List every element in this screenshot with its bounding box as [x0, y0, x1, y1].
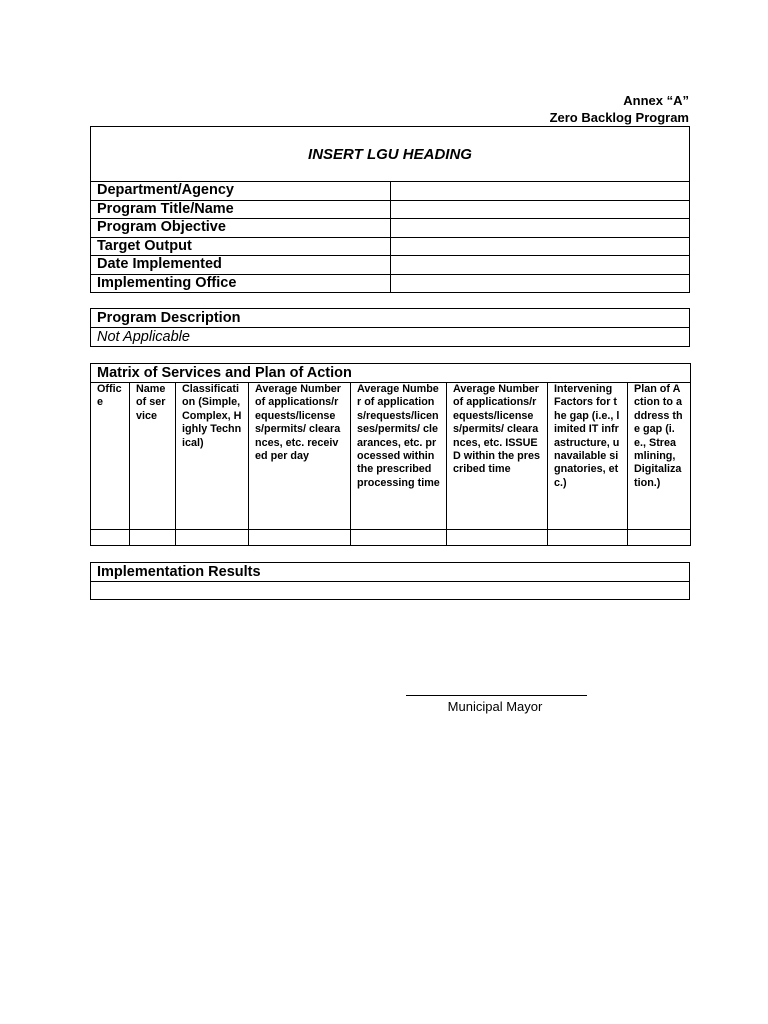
implementation-results-table	[90, 562, 690, 600]
info-row	[91, 237, 690, 256]
info-value	[390, 256, 690, 275]
info-row	[91, 182, 690, 201]
info-row	[91, 200, 690, 219]
info-value	[390, 274, 690, 293]
signature-label: Municipal Mayor	[447, 699, 543, 714]
matrix-cell	[447, 530, 548, 546]
column-header-service: Name of service	[130, 383, 176, 530]
description-value: Not Applicable	[91, 328, 690, 347]
info-row	[91, 274, 690, 293]
info-value	[390, 237, 690, 256]
matrix-cell	[176, 530, 249, 546]
info-value	[390, 182, 690, 201]
matrix-header-row	[91, 383, 691, 530]
matrix-title: Matrix of Services and Plan of Action	[91, 364, 691, 383]
info-label: Implementing Office	[91, 274, 391, 293]
annex-header	[550, 92, 689, 126]
matrix-cell	[628, 530, 691, 546]
column-header-plan: Plan of Action to address the gap (i.e., Streamlining, Digitalization.)	[628, 383, 691, 530]
program-info-table	[90, 126, 690, 293]
results-title: Implementation Results	[91, 563, 690, 582]
heading-row	[91, 127, 690, 182]
info-label: Program Title/Name	[91, 200, 391, 219]
info-label: Target Output	[91, 237, 391, 256]
matrix-cell	[130, 530, 176, 546]
column-header-received: Average Number of applications/requests/licenses/permits/ clearances, etc. received per day	[249, 383, 351, 530]
column-header-processed: Average Number of applications/requests/licenses/permits/ clearances, etc. processed within the prescribed processing time	[351, 383, 447, 530]
info-value	[390, 219, 690, 238]
matrix-cell	[249, 530, 351, 546]
info-row	[91, 219, 690, 238]
column-header-factors: Intervening Factors for the gap (i.e., limited IT infrastructure, unavailable signatories, etc.)	[548, 383, 628, 530]
lgu-heading: INSERT LGU HEADING	[91, 127, 690, 182]
matrix-cell	[548, 530, 628, 546]
signature-line	[406, 695, 587, 696]
annex-label: Annex “A”	[623, 93, 689, 108]
matrix-cell	[351, 530, 447, 546]
services-matrix-table	[90, 363, 691, 546]
matrix-cell	[91, 530, 130, 546]
info-label: Program Objective	[91, 219, 391, 238]
column-header-classification: Classification (Simple, Complex, Highly Technical)	[176, 383, 249, 530]
column-header-office: Office	[91, 383, 130, 530]
program-name: Zero Backlog Program	[549, 110, 689, 125]
info-row	[91, 256, 690, 275]
results-value	[91, 582, 690, 600]
matrix-empty-row	[91, 530, 691, 546]
program-description-table	[90, 308, 690, 347]
info-label: Department/Agency	[91, 182, 391, 201]
info-label: Date Implemented	[91, 256, 391, 275]
column-header-issued: Average Number of applications/requests/licenses/permits/ clearances, etc. ISSUED within the prescribed time	[447, 383, 548, 530]
info-value	[390, 200, 690, 219]
description-title: Program Description	[91, 309, 690, 328]
